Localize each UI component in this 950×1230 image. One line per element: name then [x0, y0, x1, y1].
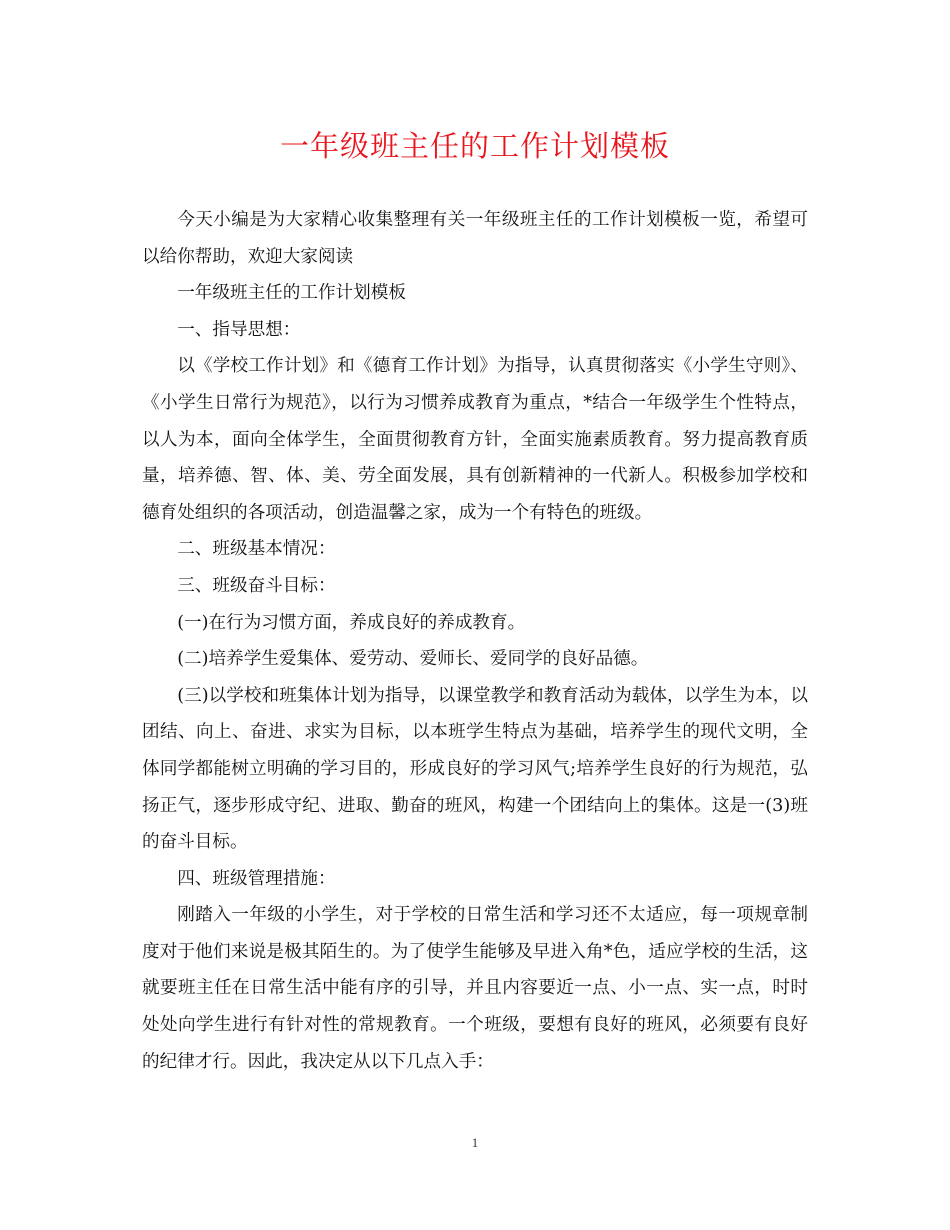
section-heading-class-basic-info: 二、班级基本情况：	[177, 539, 336, 560]
section-heading-class-management: 四、班级管理措施：	[177, 868, 336, 889]
document-body	[142, 202, 808, 1080]
section-heading-guiding-ideology: 一、指导思想：	[177, 319, 301, 340]
subtitle-paragraph: 一年级班主任的工作计划模板	[177, 283, 406, 304]
goal-item-3: (三)以学校和班集体计划为指导，以课堂教学和教育活动为载体，以学生为本，以团结、向上、奋进、求实为目标，以本班学生特点为基础，培养学生的现代文明，全体同学都能树立明确的学习目的，形成良好的学习风气;培养学生良好的行为规范，弘扬正气，逐步形成守纪、进取、勤奋的班风，构建一个团结向上的集体。这是一(3)班的奋斗目标。	[142, 685, 808, 853]
goal-item-2: (二)培养学生爱集体、爱劳动、爱师长、爱同学的良好品德。	[177, 649, 649, 670]
class-management-paragraph: 刚踏入一年级的小学生，对于学校的日常生活和学习还不太适应，每一项规章制度对于他们来说是极其陌生的。为了使学生能够及早进入角*色，适应学校的生活，这就要班主任在日常生活中能有序的引导，并且内容要近一点、小一点、实一点，时时处处向学生进行有针对性的常规教育。一个班级，要想有良好的班风，必须要有良好的纪律才行。因此，我决定从以下几点入手：	[142, 905, 808, 1072]
document-title: 一年级班主任的工作计划模板	[279, 129, 670, 163]
intro-paragraph: 今天小编是为大家精心收集整理有关一年级班主任的工作计划模板一览，希望可以给你帮助，欢迎大家阅读	[142, 210, 808, 267]
page-number: 1	[471, 1135, 479, 1150]
section-heading-class-goals: 三、班级奋斗目标：	[177, 575, 336, 596]
guiding-ideology-paragraph: 以《学校工作计划》和《德育工作计划》为指导，认真贯彻落实《小学生守则》、《小学生日常行为规范》，以行为习惯养成教育为重点，*结合一年级学生个性特点，以人为本，面向全体学生，全面贯彻教育方针，全面实施素质教育。努力提高教育质量，培养德、智、体、美、劳全面发展，具有创新精神的一代新人。积极参加学校和德育处组织的各项活动，创造温馨之家，成为一个有特色的班级。	[142, 356, 808, 523]
goal-item-1: (一)在行为习惯方面，养成良好的养成教育。	[177, 612, 526, 633]
